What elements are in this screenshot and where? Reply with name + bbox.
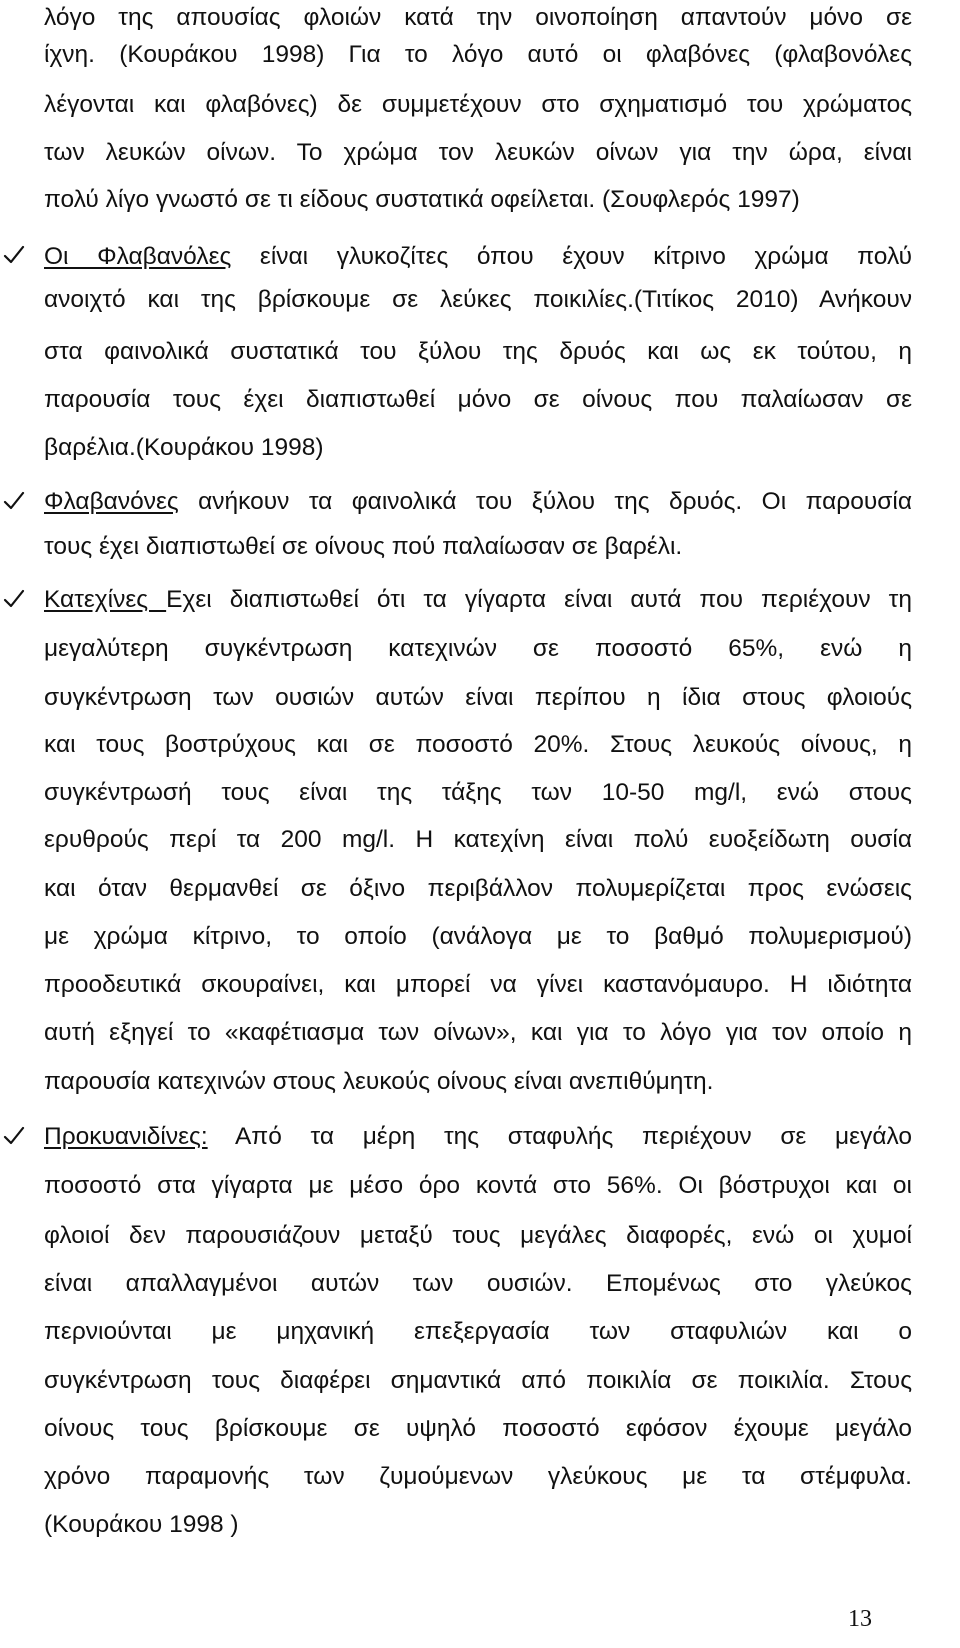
text-line: περνιούνται με μηχανική επεξεργασία των σταφυλιών και ο [44,1318,912,1345]
text-line: λόγο της απουσίας φλοιών κατά την οινοποίηση απαντούν μόνο σε [44,4,912,31]
text-line: των λευκών οίνων. Το χρώμα τον λευκών οίνων για την ώρα, είναι [44,139,912,166]
page-number: 13 [848,1606,872,1632]
text-line: λέγονται και φλαβόνες) δε συμμετέχουν στο σχηματισμό του χρώματος [44,91,912,118]
text-line: τους έχει διαπιστωθεί σε οίνους πού παλαίωσαν σε βαρέλι. [44,533,683,560]
text-line: βαρέλια.(Κουράκου 1998) [44,434,324,461]
text-line: ανοιχτό και της βρίσκουμε σε λεύκες ποικιλίες.(Τιτίκος 2010) Ανήκουν [44,286,912,313]
checkmark-icon [2,1124,26,1148]
text-line: ερυθρούς περί τα 200 mg/l. Η κατεχίνη είναι πολύ ευοξείδωτη ουσία [44,826,912,853]
text-line: αυτή εξηγεί το «καφέτιασμα των οίνων», και για το λόγο για τον οποίο η [44,1019,912,1046]
term-flavanones: Φλαβανόνες [44,488,179,515]
bullet-catechins-line [44,585,912,615]
text-line: συγκέντρωση των ουσιών αυτών είναι περίπου η ίδια στους φλοιούς [44,684,912,711]
text-segment: είναι γλυκοζίτες όπου έχουν κίτρινο χρώμα πολύ [231,243,913,270]
text-segment: ανήκουν τα φαινολικά του ξύλου της δρυός. Οι παρουσία [178,488,912,515]
text-line: οίνους τους βρίσκουμε σε υψηλό ποσοστό εφόσον έχουμε μεγάλο [44,1415,912,1442]
text-line: πολύ λίγο γνωστό σε τι είδους συστατικά οφείλεται. (Σουφλερός 1997) [44,186,800,213]
text-segment: Από τα μέρη της σταφυλής περιέχουν σε μεγάλο [207,1123,912,1150]
term-procyanidins: Προκυανιδίνες: [44,1123,208,1150]
bullet-procyanidins-line [44,1122,912,1152]
text-line: παρουσία κατεχινών στους λευκούς οίνους είναι ανεπιθύμητη. [44,1068,714,1095]
text-line: φλοιοί δεν παρουσιάζουν μεταξύ τους μεγάλες διαφορές, ενώ οι χυμοί [44,1222,912,1249]
text-line: χρόνο παραμονής των ζυμούμενων γλεύκους με τα στέμφυλα. [44,1463,912,1490]
bullet-flavanols-line [44,242,912,272]
text-segment: Εχει διαπιστωθεί ότι τα γίγαρτα είναι αυτά που περιέχουν τη [166,586,912,613]
text-line: ίχνη. (Κουράκου 1998) Για το λόγο αυτό οι φλαβόνες (φλαβονόλες [44,41,912,68]
text-line: παρουσία τους έχει διαπιστωθεί μόνο σε οίνους που παλαίωσαν σε [44,386,912,413]
text-line: και τους βοστρύχους και σε ποσοστό 20%. Στους λευκούς οίνους, η [44,731,912,758]
term-flavanols: Οι Φλαβανόλες [44,243,232,270]
text-line: με χρώμα κίτρινο, το οποίο (ανάλογα με το βαθμό πολυμερισμού) [44,923,912,950]
text-line: ποσοστό στα γίγαρτα με μέσο όρο κοντά στο 56%. Οι βόστρυχοι και οι [44,1172,912,1199]
text-line: στα φαινολικά συστατικά του ξύλου της δρυός και ως εκ τούτου, η [44,338,912,365]
text-line: συγκέντρωσή τους είναι της τάξης των 10-50 mg/l, ενώ στους [44,779,912,806]
text-line: και όταν θερμανθεί σε όξινο περιβάλλον πολυμερίζεται προς ενώσεις [44,875,912,902]
checkmark-icon [2,489,26,513]
term-catechins: Κατεχίνες [44,586,167,613]
text-line: συγκέντρωση τους διαφέρει σημαντικά από ποικιλία σε ποικιλία. Στους [44,1367,912,1394]
bullet-flavanones-line [44,487,912,517]
text-line: (Κουράκου 1998 ) [44,1511,239,1538]
checkmark-icon [2,243,26,267]
text-line: μεγαλύτερη συγκέντρωση κατεχινών σε ποσοστό 65%, ενώ η [44,635,912,662]
text-line: προοδευτικά σκουραίνει, και μπορεί να γίνει καστανόμαυρο. Η ιδιότητα [44,971,912,998]
text-line: είναι απαλλαγμένοι αυτών των ουσιών. Επομένως στο γλεύκος [44,1270,912,1297]
checkmark-icon [2,587,26,611]
